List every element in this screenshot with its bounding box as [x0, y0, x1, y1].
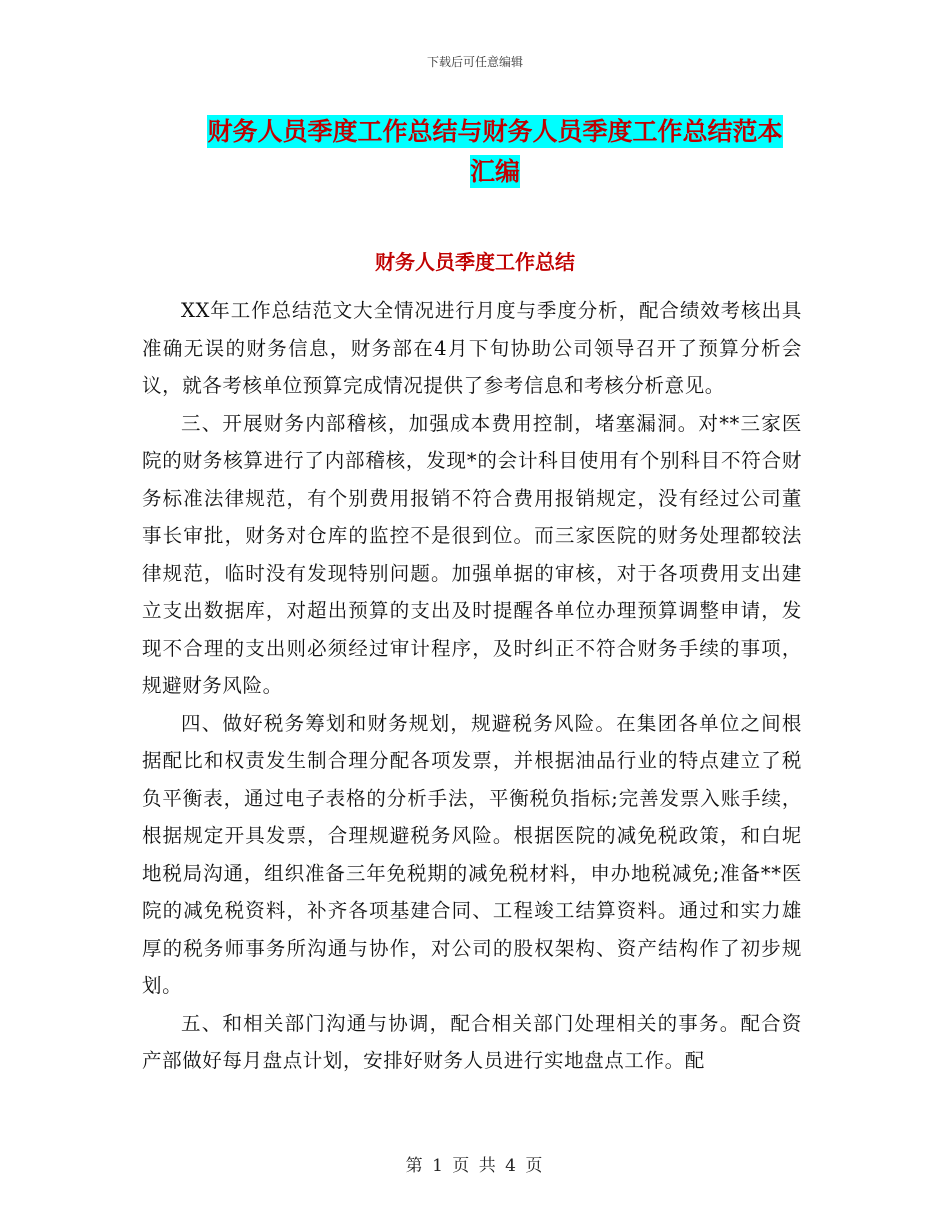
document-title-line-2: 汇编: [469, 157, 520, 186]
paragraph: 四、做好税务筹划和财务规划，规避税务风险。在集团各单位之间根据配比和权责发生制合理分配各项发票，并根据油品行业的特点建立了税负平衡表，通过电子表格的分析手法，平衡税负指标;完善发票入账手续，根据规定开具发票，合理规避税务风险。根据医院的减免税政策，和白坭地税局沟通，组织准备三年免税期的减免税材料，申办地税减免;准备**医院的减免税资料，补齐各项基建合同、工程竣工结算资料。通过和实力雄厚的税务师事务所沟通与协作，对公司的股权架构、资产结构作了初步规划。: [142, 711, 802, 997]
document-title: [140, 112, 850, 192]
page-number: 第 1 页 共 4 页: [405, 1156, 545, 1176]
paragraph: 五、和相关部门沟通与协调，配合相关部门处理相关的事务。配合资产部做好每月盘点计划，安排好财务人员进行实地盘点工作。配: [142, 1011, 802, 1072]
paragraph: XX年工作总结范文大全情况进行月度与季度分析，配合绩效考核出具准确无误的财务信息，财务部在4月下旬协助公司领导召开了预算分析会议，就各考核单位预算完成情况提供了参考信息和考核分析意见。: [142, 299, 802, 397]
section-title: 财务人员季度工作总结: [375, 250, 575, 274]
document-title-line-1: 财务人员季度工作总结与财务人员季度工作总结范本: [207, 117, 783, 146]
paragraph: 三、开展财务内部稽核，加强成本费用控制，堵塞漏洞。对**三家医院的财务核算进行了内部稽核，发现*的会计科目使用有个别科目不符合财务标准法律规范，有个别费用报销不符合费用报销规定，没有经过公司董事长审批，财务对仓库的监控不是很到位。而三家医院的财务处理都较法律规范，临时没有发现特别问题。加强单据的审核，对于各项费用支出建立支出数据库，对超出预算的支出及时提醒各单位办理预算调整申请，发现不合理的支出则必须经过审计程序，及时纠正不符合财务手续的事项，规避财务风险。: [142, 411, 802, 697]
document-body: [142, 292, 802, 1080]
header-note: 下载后可任意编辑: [426, 55, 523, 69]
